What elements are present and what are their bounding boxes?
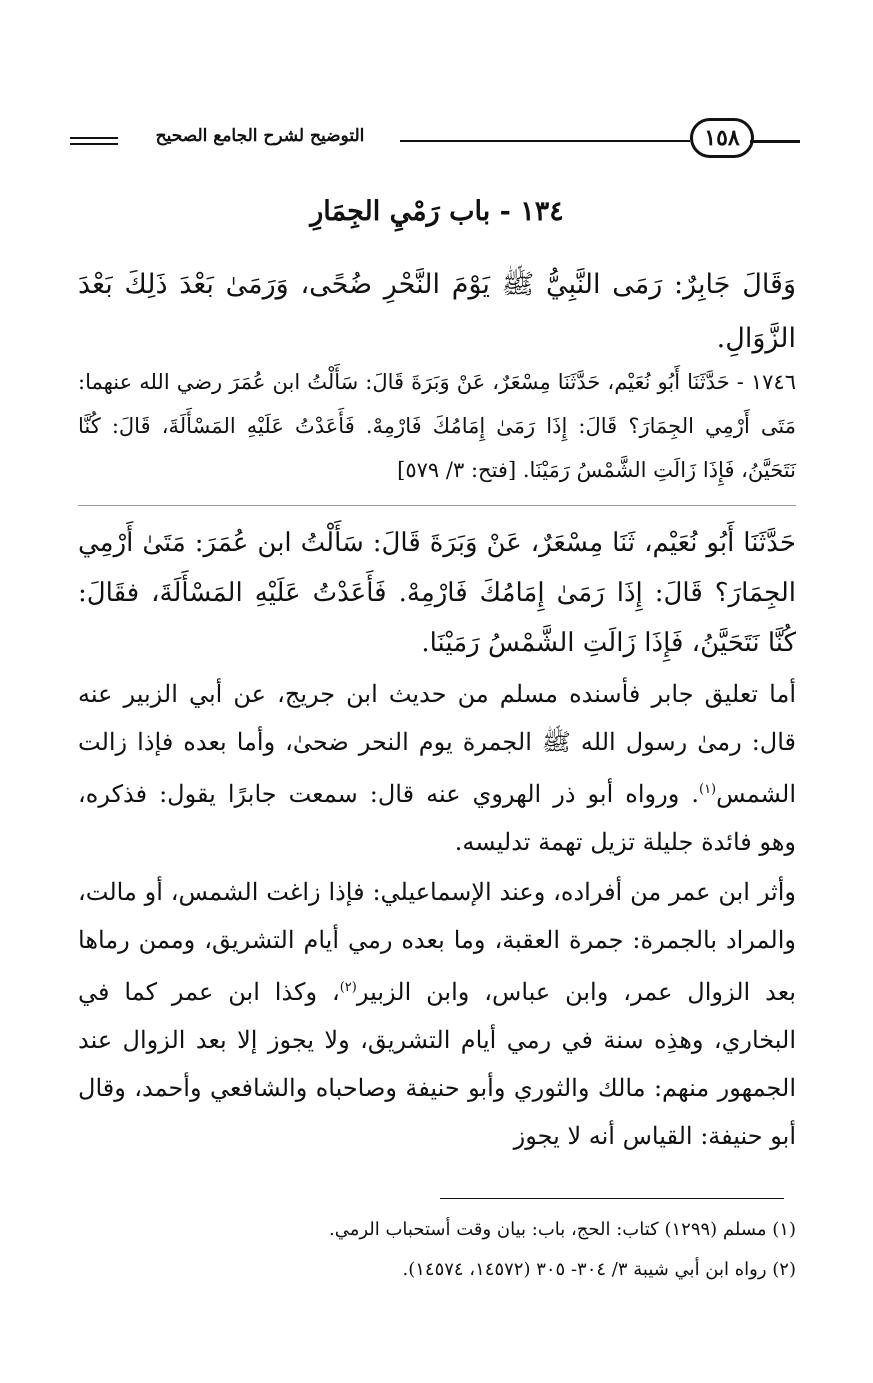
header-rule-middle [400,140,690,142]
commentary-paragraph-1 [78,670,796,866]
section-divider [78,505,796,506]
paragraph-1-text-b: . ورواه أبو ذر الهروي عنه قال: سمعت جابرًا يقول: فذكره، وهو فائدة جليلة تزيل تهمة تدليسه. [78,780,796,856]
footnote-rule [440,1198,784,1199]
vocalized-hadith: حَدَّثَنَا أَبُو نُعَيْم، ثَنَا مِسْعَرٌ، عَنْ وَبَرَةَ قَالَ: سَأَلْتُ ابن عُمَرَ: مَتَىٰ أَرْمِي الجِمَارَ؟ قَالَ: إِذَا رَمَىٰ إِمَامُكَ فَارْمِهْ. فَأَعَدْتُ عَلَيْهِ المَسْأَلَةَ، فقَالَ: كُنَّا نَتَحَيَّنُ، فَإِذَا زَالَتِ الشَّمْسُ رَمَيْنَا. [78,528,796,658]
paragraph-1-text-a: أما تعليق جابر فأسنده مسلم من حديث ابن جريج، عن أبي الزبير عنه قال: رمىٰ رسول الله ﷺ الجمرة يوم النحر ضحىٰ، وأما بعده فإذا زالت الشمس [78,680,796,808]
chapter-title: ١٣٤ - باب رَمْيِ الجِمَارِ [310,196,564,227]
footnotes [78,1210,796,1290]
running-title: التوضيح لشرح الجامع الصحيح [155,126,365,146]
paragraph-2-text-a: وأثر ابن عمر من أفراده، وعند الإسماعيلي: فإذا زاغت الشمس، أو مالت، والمراد بالجمرة: جمرة العقبة، وما بعده رمي أيام التشريق، وممن رماها بعد الزوال عمر، وابن عباس، وابن الزبير [78,878,796,1006]
header-rule-right [750,140,800,143]
footnote-2: (٢) رواه ابن أبي شيبة ٣/ ٣٠٤- ٣٠٥ (١٤٥٧٢، ١٤٥٧٤). [402,1259,796,1280]
header-rule-left-top [70,137,118,139]
page-number: ١٥٨ [690,118,754,158]
commentary-paragraph-2 [78,868,796,1160]
footnote-ref-1: (١) [698,782,717,797]
hadith-text: ١٧٤٦ - حَدَّثَنَا أَبُو نُعَيْم، حَدَّثَنَا مِسْعَرٌ، عَنْ وَبَرَةَ قَالَ: سَأَلْتُ ابن عُمَرَ رضي الله عنهما: مَتَى أَرْمِي الجِمَارَ؟ قَالَ: إِذَا رَمَىٰ إِمَامُكَ فَارْمِهْ. فَأَعَدْتُ عَلَيْهِ المَسْأَلَةَ، قَالَ: كُنَّا نَتَحَيَّنُ، فَإِذَا زَالَتِ الشَّمْسُ رَمَيْنَا. [فتح: ٣/ ٥٧٩] [78,370,796,482]
footnote-1: (١) مسلم (١٢٩٩) كتاب: الحج، باب: بيان وقت أستحباب الرمي. [328,1219,796,1240]
header-rule-left-bottom [70,143,118,145]
paragraph-2-text-b: ، وكذا ابن عمر كما في البخاري، وهذِه سنة في رمي أيام التشريق، ولا يجوز إلا بعد الزوال عند الجمهور منهم: مالك والثوري وأبو حنيفة وصاحباه والشافعي وأحمد، وقال أبو حنيفة: القياس أنه لا يجوز [78,978,796,1150]
jabir-statement: وَقَالَ جَابِرٌ: رَمَى النَّبِيُّ ﷺ يَوْمَ النَّحْرِ ضُحًى، وَرَمَىٰ بَعْدَ ذَلِكَ بَعْدَ الزَّوَالِ. [78,269,796,354]
running-header [70,118,800,168]
footnote-ref-2: (٢) [339,980,357,995]
